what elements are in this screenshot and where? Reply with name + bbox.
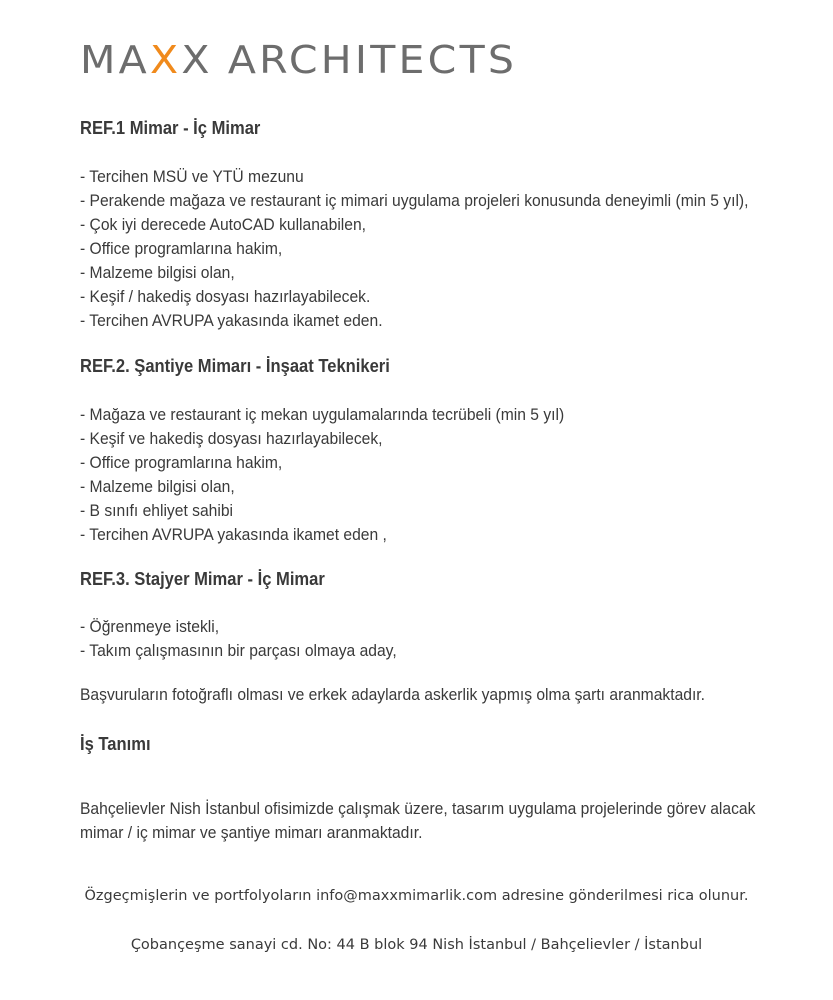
job-posting-content	[80, 116, 756, 845]
ref1-heading: REF.1 Mimar - İç Mimar	[80, 118, 261, 138]
email-note: Özgeçmişlerin ve portfolyoların info@maxxmimarlik.com adresine gönderilmesi rica olunur.	[84, 888, 749, 904]
ref2-requirements	[80, 403, 724, 547]
company-address: Çobançeşme sanayi cd. No: 44 B blok 94 Nish İstanbul / Bahçelievler / İstanbul	[130, 937, 703, 953]
list-item: - Mağaza ve restaurant iç mekan uygulamalarında tecrübeli (min 5 yıl)	[80, 405, 565, 424]
list-item: - Öğrenmeye istekli,	[80, 617, 220, 636]
list-item: - Office programlarına hakim,	[80, 239, 283, 258]
logo-text-ma: MA	[80, 38, 150, 82]
list-item: - Çok iyi derecede AutoCAD kullanabilen,	[80, 215, 367, 234]
logo-text-architects: ARCHITECTS	[227, 38, 518, 82]
section-ref2	[80, 354, 724, 547]
section-ref3	[80, 567, 724, 663]
ref1-requirements	[80, 165, 749, 333]
section-ref1	[80, 116, 749, 333]
list-item: - Malzeme bilgisi olan,	[80, 263, 235, 282]
job-description-line1: Bahçelievler Nish İstanbul ofisimizde çalışmak üzere, tasarım uygulama projelerinde görev alacak	[80, 799, 756, 818]
list-item: - Tercihen AVRUPA yakasında ikamet eden.	[80, 311, 383, 330]
requirement-note: Başvuruların fotoğraflı olması ve erkek adaylarda askerlik yapmış olma şartı aranmaktadır.	[80, 685, 706, 704]
job-description-heading: İş Tanımı	[80, 734, 151, 754]
company-logo	[80, 38, 517, 82]
job-description-line2: mimar / iç mimar ve şantiye mimarı aranmaktadır.	[80, 823, 423, 842]
list-item: - Tercihen MSÜ ve YTÜ mezunu	[80, 167, 304, 186]
ref2-heading: REF.2. Şantiye Mimarı - İnşaat Teknikeri	[80, 356, 390, 376]
list-item: - Malzeme bilgisi olan,	[80, 477, 235, 496]
list-item: - Office programlarına hakim,	[80, 453, 283, 472]
list-item: - Perakende mağaza ve restaurant iç mimari uygulama projeleri konusunda deneyimli (min 5 yıl),	[80, 191, 749, 210]
list-item: - Keşif / hakediş dosyası hazırlayabilecek.	[80, 287, 371, 306]
list-item: - Tercihen AVRUPA yakasında ikamet eden ,	[80, 525, 387, 544]
list-item: - Keşif ve hakediş dosyası hazırlayabilecek,	[80, 429, 383, 448]
logo-accent-x: X	[149, 38, 182, 82]
section-job-description	[80, 732, 756, 845]
list-item: - B sınıfı ehliyet sahibi	[80, 501, 234, 520]
list-item: - Takım çalışmasının bir parçası olmaya aday,	[80, 641, 397, 660]
ref3-heading: REF.3. Stajyer Mimar - İç Mimar	[80, 569, 325, 589]
logo-text-x: X	[181, 38, 213, 82]
ref3-requirements	[80, 615, 724, 663]
